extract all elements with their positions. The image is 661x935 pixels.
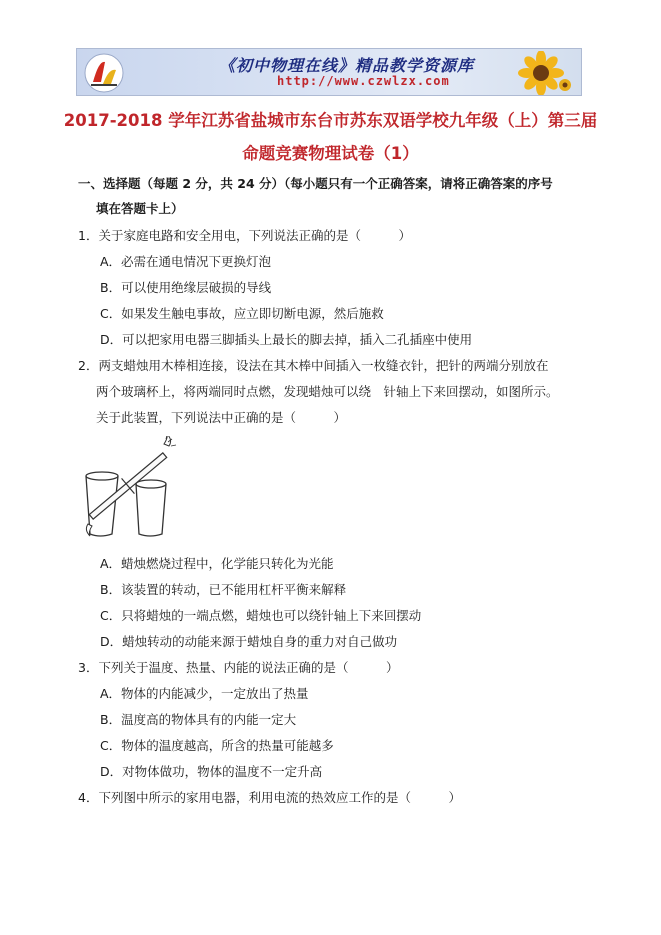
question-2-option-b: B．该装置的转动，已不能用杠杆平衡来解释 bbox=[100, 582, 347, 597]
section-header-line-2: 填在答题卡上） bbox=[96, 201, 184, 216]
question-3-option-b: B．温度高的物体具有的内能一定大 bbox=[100, 712, 297, 727]
document-title-line-1: 2017-2018 学年江苏省盐城市东台市苏东双语学校九年级（上）第三届 bbox=[63, 111, 598, 130]
question-3-stem: 3．下列关于温度、热量、内能的说法正确的是（ ） bbox=[78, 660, 399, 675]
banner-title: 《初中物理在线》精品教学资源库 bbox=[219, 56, 475, 75]
question-3-option-c: C．物体的温度越高，所含的热量可能越多 bbox=[100, 738, 334, 753]
question-1-stem: 1．关于家庭电路和安全用电，下列说法正确的是（ ） bbox=[78, 228, 411, 243]
banner-url: http://www.czwlzx.com bbox=[277, 74, 450, 88]
question-2-stem-line-3: 关于此装置，下列说法中正确的是（ ） bbox=[96, 410, 347, 425]
question-2-option-d: D．蜡烛转动的动能来源于蜡烛自身的重力对自己做功 bbox=[100, 634, 398, 649]
candle-seesaw-figure bbox=[78, 436, 184, 542]
question-1-option-d: D．可以把家用电器三脚插头上最长的脚去掉，插入二孔插座中使用 bbox=[100, 332, 473, 347]
question-2-stem-line-2: 两个玻璃杯上，将两端同时点燃，发现蜡烛可以绕 针轴上下来回摆动，如图所示。 bbox=[96, 384, 559, 399]
question-1-option-a: A．必需在通电情况下更换灯泡 bbox=[100, 254, 272, 269]
document-title-line-2: 命题竞赛物理试卷（1） bbox=[242, 144, 419, 163]
header-banner bbox=[76, 48, 582, 96]
question-3-option-d: D．对物体做功，物体的温度不一定升高 bbox=[100, 764, 323, 779]
question-3-option-a: A．物体的内能减少，一定放出了热量 bbox=[100, 686, 309, 701]
site-logo-icon bbox=[83, 52, 125, 94]
section-header-line-1: 一、选择题（每题 2 分，共 24 分）（每小题只有一个正确答案，请将正确答案的序号 bbox=[78, 176, 553, 191]
question-1-option-b: B．可以使用绝缘层破损的导线 bbox=[100, 280, 272, 295]
question-1-option-c: C．如果发生触电事故，应立即切断电源，然后施救 bbox=[100, 306, 384, 321]
question-2-option-c: C．只将蜡烛的一端点燃，蜡烛也可以绕针轴上下来回摆动 bbox=[100, 608, 422, 623]
sunflower-icon bbox=[509, 51, 573, 95]
question-2-stem-line-1: 2．两支蜡烛用木棒相连接，设法在其木棒中间插入一枚缝衣针，把针的两端分别放在 bbox=[78, 358, 549, 373]
question-4-stem: 4．下列图中所示的家用电器，利用电流的热效应工作的是（ ） bbox=[78, 790, 461, 805]
question-2-option-a: A．蜡烛燃烧过程中，化学能只转化为光能 bbox=[100, 556, 334, 571]
